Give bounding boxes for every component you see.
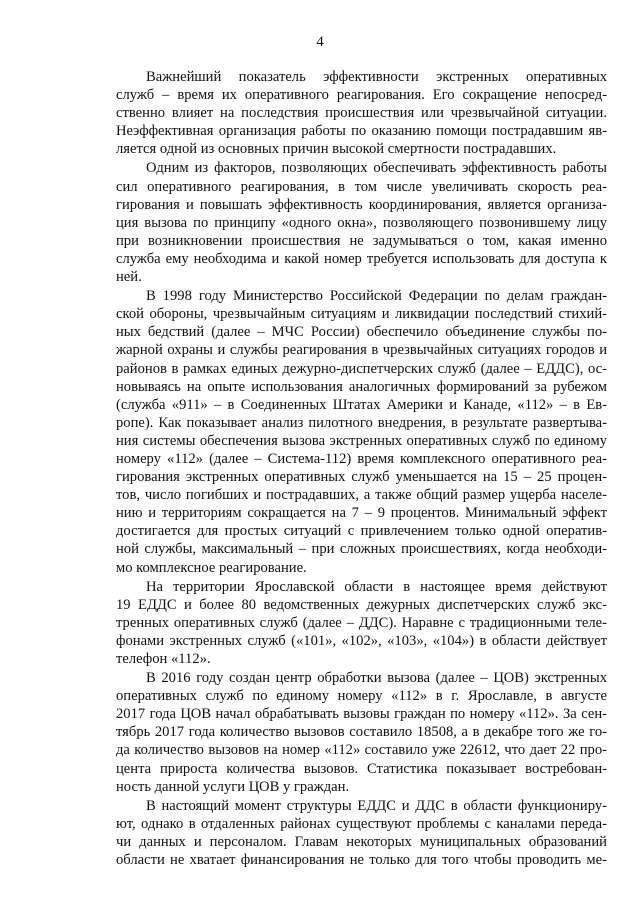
text-line: 2017 года ЦОВ начал обрабатывать вызовы граждан по номеру «112». За сен- bbox=[116, 706, 607, 723]
text-line: области не хватает финансирования не только для того чтобы проводить ме- bbox=[116, 852, 607, 869]
text-line: ропе). Как показывает анализ пилотного внедрения, в результате развертыва- bbox=[116, 414, 607, 431]
text-line: ской обороны, чрезвычайным ситуациям и ликвидации последствий стихий- bbox=[116, 306, 607, 323]
text-line: районов в рамках единых дежурно-диспетчерских служб (далее – ЕДДС), ос- bbox=[116, 360, 607, 377]
text-line: гирования и повышать эффективность координирования, является организа- bbox=[116, 196, 607, 213]
text-line: тренных оперативных служб (далее – ДДС). Наравне с традиционными теле- bbox=[116, 614, 607, 631]
text-line: при возникновении происшествия не задумываться о том, какая именно bbox=[116, 232, 607, 249]
text-line: чи данных и персоналом. Главам некоторых муниципальных образований bbox=[116, 833, 607, 850]
text-line: телефон «112». bbox=[116, 651, 211, 667]
text-line: сил оперативного реагирования, в том числе увеличивать скорость реа- bbox=[116, 178, 607, 195]
text-line: В настоящий момент структуры ЕДДС и ДДС в области функциониру- bbox=[146, 797, 607, 814]
text-line: ность данной услуги ЦОВ у граждан. bbox=[116, 778, 350, 795]
text-line: номеру «112» (далее – Система-112) время комплексного оперативного реа- bbox=[116, 450, 607, 467]
text-line: гирования экстренных оперативных служб уменьшается на 15 – 25 процен- bbox=[116, 469, 607, 486]
text-line: Важнейший показатель эффективности экстренных оперативных bbox=[146, 69, 607, 85]
paragraph bbox=[116, 68, 607, 158]
text-line: да количество вызовов на номер «112» составило уже 22612, что дает 22 про- bbox=[116, 742, 607, 759]
text-line: фонами экстренных служб («101», «102», «103», «104») в области действует bbox=[116, 632, 607, 649]
text-line: жарной охраны и службы реагирования в чрезвычайных ситуациях городов и bbox=[116, 342, 607, 359]
text-line: ной службы, максимальный – при сложных происшествиях, когда необходи- bbox=[116, 541, 607, 558]
text-line: служба ему необходима и какой номер требуется использовать для доступа к bbox=[116, 250, 607, 267]
text-line: На территории Ярославской области в настоящее время действуют bbox=[146, 578, 607, 595]
text-line: В 2016 году создан центр обработки вызова (далее – ЦОВ) экстренных bbox=[146, 670, 607, 687]
text-line: достигается для простых ситуаций с привлечением только одной оператив- bbox=[116, 523, 607, 540]
text-line: В 1998 году Министерство Российской Федерации по делам граждан- bbox=[146, 288, 607, 305]
text-line: ней. bbox=[116, 269, 142, 286]
text-line: ния системы обеспечения вызова экстренных оперативных служб по единому bbox=[116, 432, 607, 449]
text-line: Одним из факторов, позволяющих обеспечивать эффективность работы bbox=[146, 160, 607, 177]
body-text bbox=[116, 68, 607, 869]
paragraph bbox=[116, 797, 607, 869]
paragraph bbox=[116, 287, 607, 577]
text-line: (служба «911» – в Соединенных Штатах Америки и Канаде, «112» – в Ев- bbox=[116, 396, 607, 413]
text-line: служб – время их оперативного реагирования. Его сокращение непосред- bbox=[116, 87, 607, 104]
text-line: 19 ЕДДС и более 80 ведомственных дежурных диспетчерских служб экс- bbox=[116, 596, 607, 613]
text-line: цента прироста количества вызовов. Статистика показывает востребован- bbox=[116, 760, 607, 777]
text-line: тов, число погибших и пострадавших, а также общий размер ущерба населе- bbox=[116, 487, 607, 504]
text-line: ляется одной из основных причин высокой смертности пострадавших. bbox=[116, 141, 557, 158]
text-line: тябрь 2017 года количество вызовов составило 18508, а в декабре того же го- bbox=[116, 724, 607, 741]
text-line: мо комплексное реагирование. bbox=[116, 559, 307, 576]
paragraph bbox=[116, 159, 607, 286]
text-line: ственно влияет на последствия происшествия или чрезвычайной ситуации. bbox=[116, 105, 607, 122]
text-line: ют, однако в отдаленных районах существуют проблемы с каналами переда- bbox=[116, 815, 607, 832]
paragraph bbox=[116, 578, 607, 668]
text-line: оперативных служб по единому номеру «112» в г. Ярославле, в августе bbox=[116, 688, 607, 705]
text-line: ция вызова по принципу «одного окна», позволяющего позвонившему лицу bbox=[116, 214, 607, 231]
text-line: Неэффективная организация работы по оказанию помощи пострадавшим яв- bbox=[116, 123, 607, 140]
text-line: ных бедствий (далее – МЧС России) обеспечило объединение службы по- bbox=[116, 324, 607, 341]
text-line: нию и территориям сокращается на 7 – 9 процентов. Минимальный эффект bbox=[116, 505, 607, 522]
page-number: 4 bbox=[316, 34, 324, 50]
text-line: новываясь на опыте использования аналогичных формирований за рубежом bbox=[116, 378, 607, 395]
paragraph bbox=[116, 669, 607, 796]
